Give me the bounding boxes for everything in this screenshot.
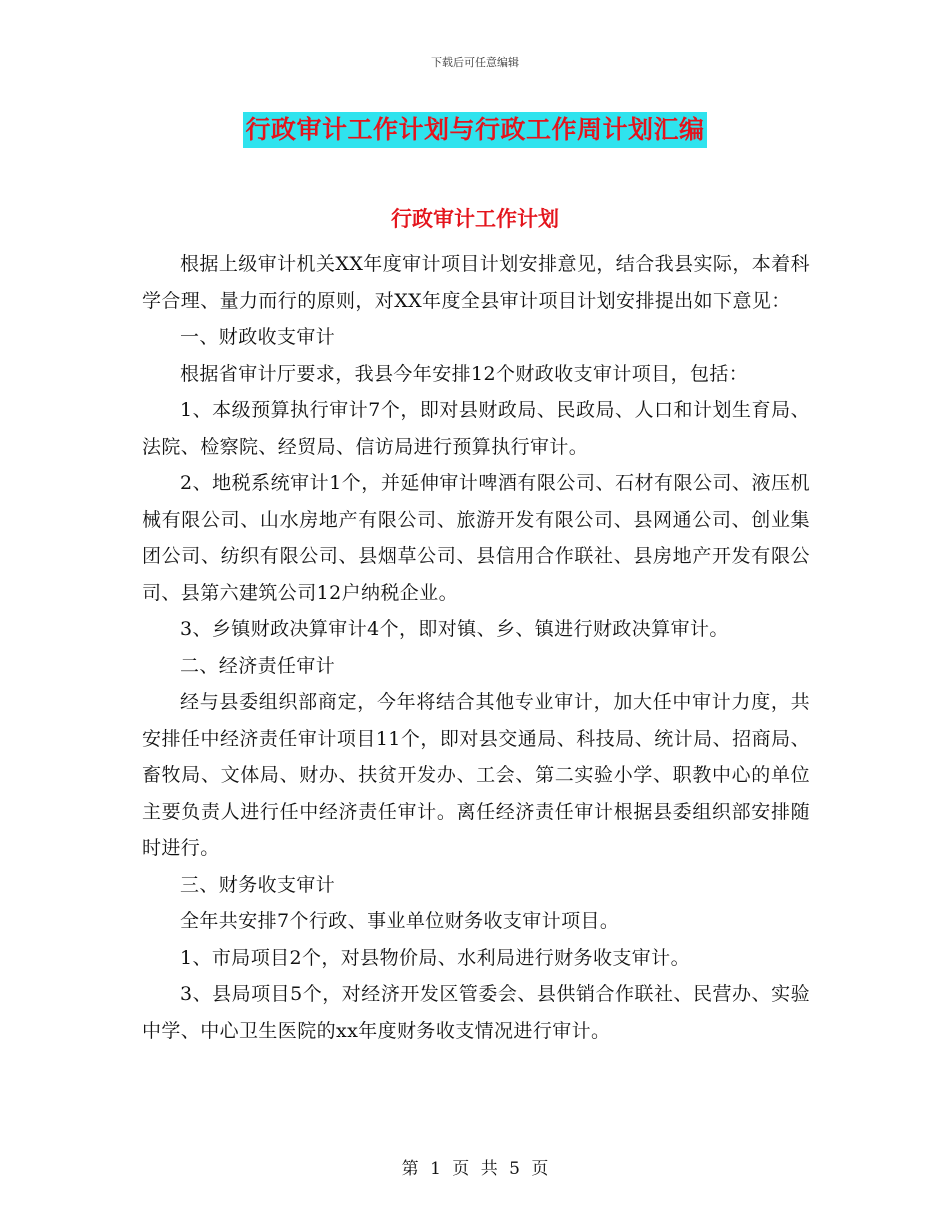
heading-fiscal-audit: 一、财政收支审计 (180, 326, 336, 348)
paragraph: 全年共安排7个行政、事业单位财务收支审计项目。 (180, 910, 620, 932)
paragraph: 根据省审计厅要求，我县今年安排12个财政收支审计项目，包括： (180, 362, 749, 385)
section-title: 行政审计工作计划 (391, 206, 559, 231)
document-title: 行政审计工作计划与行政工作周计划汇编 (243, 112, 706, 148)
paragraph-intro: 根据上级审计机关XX年度审计项目计划安排意见，结合我县实际，本着科学合理、量力而行的原则，对XX年度全县审计项目计划安排提出如下意见： (142, 253, 810, 312)
paragraph: 3、县局项目5个，对经济开发区管委会、县供销合作联社、民营办、实验中学、中心卫生医院的xx年度财务收支情况进行审计。 (142, 983, 810, 1042)
paragraph: 经与县委组织部商定，今年将结合其他专业审计，加大任中审计力度，共安排任中经济责任审计项目11个，即对县交通局、科技局、统计局、招商局、畜牧局、文体局、财办、扶贫开发办、工会、第二实验小学、职教中心的单位主要负责人进行任中经济责任审计。离任经济责任审计根据县委组织部安排随时进行。 (142, 691, 810, 859)
paragraph: 2、地税系统审计1个，并延伸审计啤酒有限公司、石材有限公司、液压机械有限公司、山水房地产有限公司、旅游开发有限公司、县网通公司、创业集团公司、纺织有限公司、县烟草公司、县信用合作联社、县房地产开发有限公司、县第六建筑公司12户纳税企业。 (142, 472, 810, 604)
document-body (142, 246, 810, 1049)
document-title-wrap (0, 112, 950, 148)
header-note: 下载后可任意编辑 (431, 56, 519, 69)
page-footer: 第 1 页 共 5 页 (401, 1159, 549, 1179)
heading-financial-audit: 三、财务收支审计 (180, 873, 336, 896)
paragraph: 1、本级预算执行审计7个，即对县财政局、民政局、人口和计划生育局、法院、检察院、经贸局、信访局进行预算执行审计。 (142, 399, 810, 458)
paragraph: 3、乡镇财政决算审计4个，即对镇、乡、镇进行财政决算审计。 (180, 618, 729, 640)
heading-economic-responsibility-audit: 二、经济责任审计 (180, 654, 336, 677)
paragraph: 1、市局项目2个，对县物价局、水利局进行财务收支审计。 (180, 946, 690, 969)
